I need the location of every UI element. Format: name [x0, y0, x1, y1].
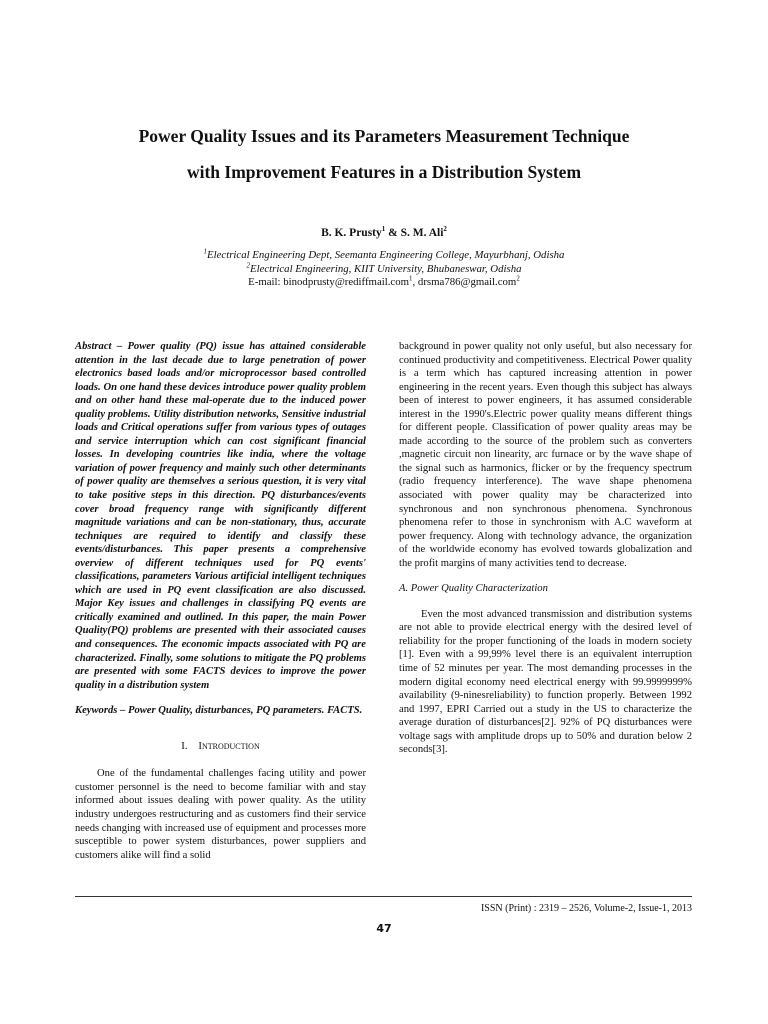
email-2-sup: 2	[516, 274, 520, 283]
affiliation-2-sup: 2	[246, 260, 250, 269]
affiliation-1-sup: 1	[203, 247, 208, 256]
author-1: B. K. Prusty	[321, 227, 382, 239]
paper-title	[60, 118, 708, 190]
section-heading-introduction	[75, 740, 366, 754]
affiliation-2	[0, 260, 768, 277]
abstract: Abstract – Power quality (PQ) issue has attained considerable attention in the last decade due to large penetration of power electronics based loads and/or microprocessor based controlled loads. On one hand these devices introduce power quality problem and on other hand these mal-operate due to the induced power quality problems. Utility distribution networks, Sensitive industrial loads and Critical operations suffer from various types of outages and service interruption which can cost significant financial losses. In developing countries like india, where the voltage variation of power frequency and mainly such other determinants of power quality are themselves a serious question, it is very vital to take positive steps in this direction. PQ disturbances/events cover broad frequency range with significantly different magnitude variations and can be non-stationary, thus, accurate techniques are required to identify and classify these events/disturbances. This paper presents a comprehensive overview of different techniques used for PQ events' classifications, parameters Various artificial intelligent techniques which are used in PQ event classification are also discussed. Major Key issues and challenges in classifying PQ events are critically examined and outlined. In this paper, the main Power Quality(PQ) problems are presented with their associated causes and consequences. The economic impacts associated with PQ are characterized. Finally, some solutions to mitigate the PQ problems are presented with some FACTS devices to improve the power quality in a distribution system	[75, 341, 366, 691]
author-1-sup: 1	[381, 225, 386, 234]
affiliation-2-text: Electrical Engineering, KIIT University, Bhubaneswar, Odisha	[250, 262, 522, 275]
author-2-sup: 2	[443, 225, 447, 234]
author-2: S. M. Ali	[400, 227, 444, 239]
intro-paragraph: One of the fundamental challenges facing utility and power customer personnel is the need to become familiar with and stay informed about issues dealing with power quality. As the utility industry undergoes restructuring and as customers find their service needs changing with increased use of equipment and processes more susceptible to power system disturbances, power suppliers and customers alike will find a solid	[75, 768, 366, 861]
section-number: I.	[181, 739, 188, 752]
email-1: E-mail: binodprusty@rediffmail.com	[248, 276, 410, 288]
right-paragraph-1: background in power quality not only useful, but also necessary for continued productivity and competitiveness. Electrical Power quality is a term which has captured increasing attention in power engineering in the recent years. Even though this subject has always been of interest to power engineers, it has assumed considerable interest in the 1990's.Electric power quality means different things for different people. Classification of power quality areas may be made according to the source of the problem such as converters ,magnetic circuit non linearity, arc furnace or by the wave shape of the signal such as harmonics, flicker or by the frequency spectrum (radio frequency interference). The wave shape phenomena associated with power quality may be characterized into synchronous and non synchronous phenomena. Synchronous phenomena refer to those in synchronism with A.C waveform at power frequency. Along with technology advance, the organization of the worldwide economy has evolved towards globalization and the profit margins of many activities tend to decrease.	[399, 341, 692, 569]
title-line-2: with Improvement Features in a Distribution System	[186, 162, 582, 182]
author-separator: &	[385, 227, 401, 239]
left-column	[75, 340, 366, 862]
affiliation-1-text: Electrical Engineering Dept, Seemanta Engineering College, Mayurbhanj, Odisha	[207, 249, 565, 261]
right-column	[399, 340, 692, 757]
subsection-heading: A. Power Quality Characterization	[399, 583, 548, 595]
affiliations	[0, 249, 768, 290]
email-2: , drsma786@gmail.com	[412, 276, 517, 288]
right-paragraph-2: Even the most advanced transmission and distribution systems are not able to provide electrical energy with the desired level of reliability for the proper functioning of the loads in modern society [1]. Even with a 99,99% level there is an equivalent interruption time of 52 minutes per year. The most demanding processes in the modern digital economy need electrical energy with 99.9999999% availability (9-ninesreliability) to function properly. Between 1992 and 1997, EPRI Carried out a study in the US to characterize the average duration of disturbances[2]. 92% of PQ disturbances were voltage sags with amplitude drops up to 50% and duration below 2 seconds[3].	[399, 608, 692, 756]
keywords: Keywords – Power Quality, disturbances, PQ parameters. FACTS.	[75, 705, 363, 717]
title-line-1: Power Quality Issues and its Parameters Measurement Technique	[138, 126, 630, 146]
issn-footer: ISSN (Print) : 2319 – 2526, Volume-2, Issue-1, 2013	[480, 903, 692, 914]
section-title: Introduction	[198, 739, 260, 752]
footer-divider	[75, 896, 692, 897]
affiliation-1	[0, 249, 768, 263]
author-list	[0, 227, 768, 239]
email-line	[0, 276, 768, 290]
email-1-sup: 1	[409, 274, 413, 283]
page-number: 47	[376, 922, 392, 935]
